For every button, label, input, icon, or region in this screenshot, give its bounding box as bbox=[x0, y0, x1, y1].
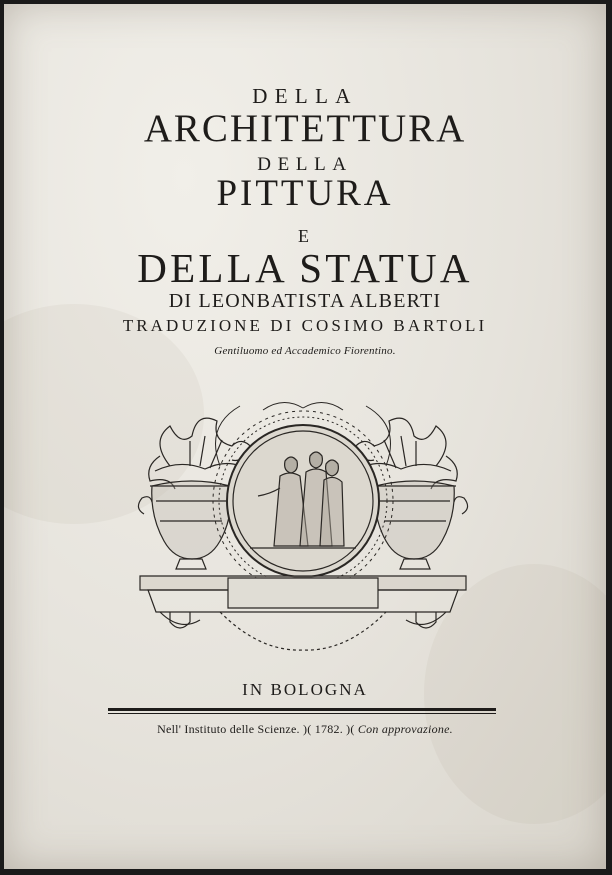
imprint-place: IN BOLOGNA bbox=[242, 680, 368, 699]
engraved-medallion-with-urns-icon bbox=[130, 396, 476, 656]
title-della-1: DELLA bbox=[252, 84, 358, 108]
imprint-year: )( 1782. )( bbox=[303, 722, 355, 736]
imprint-publisher: Nell' Instituto delle Scienze. bbox=[157, 722, 300, 736]
imprint-approval: Con approvazione. bbox=[357, 722, 453, 736]
imprint-rule-thin bbox=[108, 713, 496, 714]
imprint-rule-thick bbox=[108, 708, 496, 711]
translator-line: TRADUZIONE DI COSIMO BARTOLI bbox=[122, 316, 488, 335]
title-architettura: ARCHITETTURA bbox=[143, 107, 467, 150]
title-della-statua: DELLA STATUA bbox=[137, 245, 473, 291]
medallion-icon bbox=[227, 425, 379, 577]
title-pittura: PITTURA bbox=[216, 173, 394, 214]
translator-title: Gentiluomo ed Accademico Fiorentino. bbox=[214, 345, 396, 357]
title-e: E bbox=[298, 226, 312, 246]
plinth-icon bbox=[140, 576, 466, 650]
title-page bbox=[4, 4, 606, 869]
author-line: DI LEONBATISTA ALBERTI bbox=[168, 290, 442, 312]
imprint-line bbox=[4, 722, 606, 737]
title-della-2: DELLA bbox=[257, 154, 353, 175]
